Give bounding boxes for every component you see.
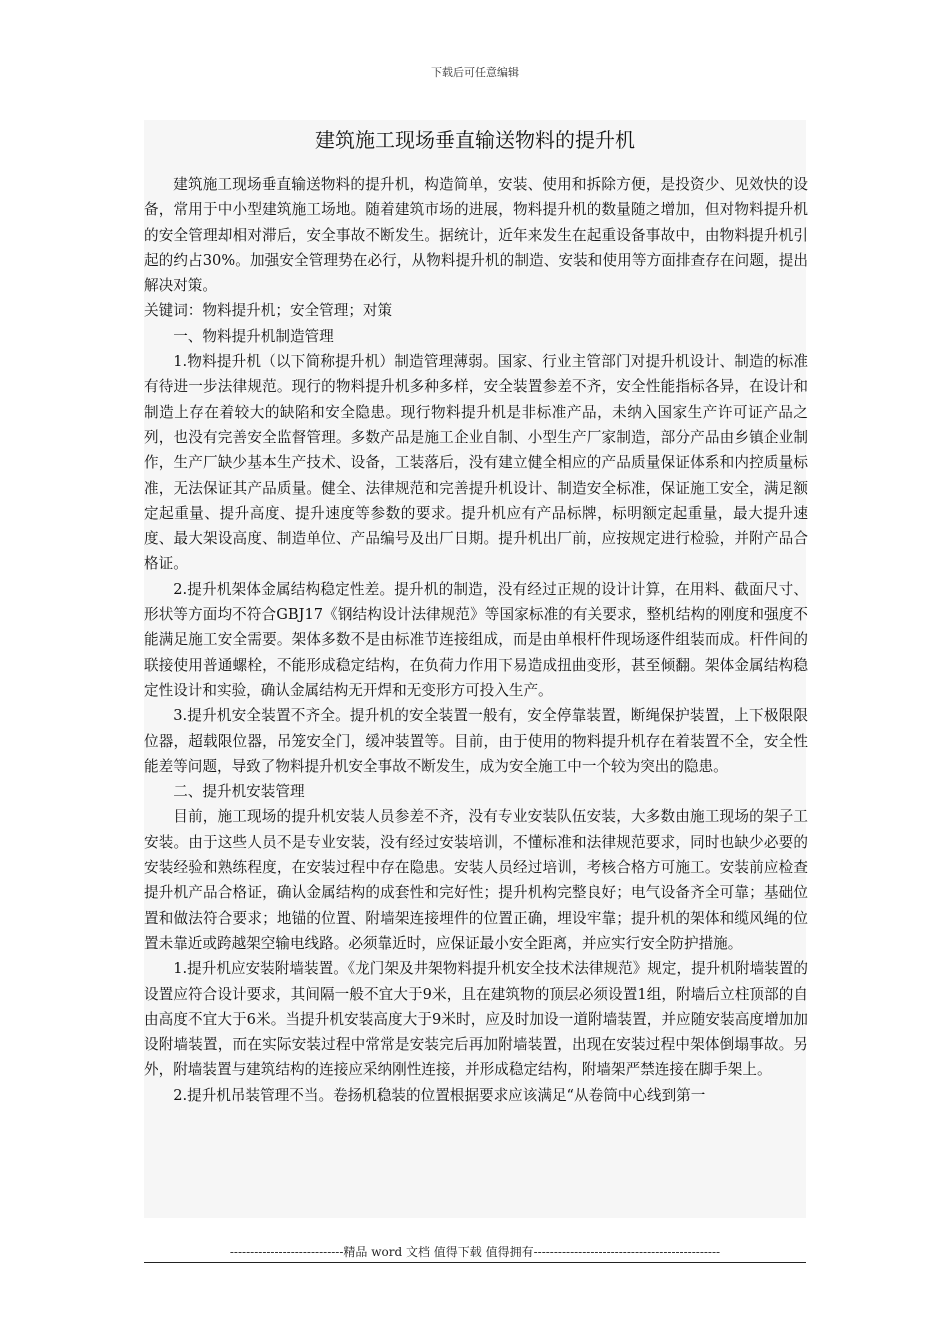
section-heading: 一、物料提升机制造管理 [173,327,334,345]
paragraph: 建筑施工现场垂直输送物料的提升机，构造简单，安装、使用和拆除方便，是投资少、见效快的设备，常用于中小型建筑施工场地。随着建筑市场的进展，物料提升机的数量随之增加，但对物料提升机的安全管理却相对滞后，安全事故不断发生。据统计，近年来发生在起重设备事故中，由物料提升机引起的约占30%。加强安全管理势在必行，从物料提升机的制造、安装和使用等方面排查存在问题，提出解决对策。 [144,176,808,295]
paragraph: 1.物料提升机（以下简称提升机）制造管理薄弱。国家、行业主管部门对提升机设计、制造的标准有待进一步法律规范。现行的物料提升机多种多样，安全装置参差不齐，安全性能指标各异，在设计和制造上存在着较大的缺陷和安全隐患。现行物料提升机是非标准产品，未纳入国家生产许可证产品之列，也没有完善安全监督管理。多数产品是施工企业自制、小型生产厂家制造，部分产品由乡镇企业制作，生产厂缺少基本生产技术、设备，工装落后，没有建立健全相应的产品质量保证体系和内控质量标准，无法保证其产品质量。健全、法律规范和完善提升机设计、制造安全标准，保证施工安全，满足额定起重量、提升高度、提升速度等参数的要求。提升机应有产品标牌，标明额定起重量，最大提升速度、最大架设高度、制造单位、产品编号及出厂日期。提升机出厂前，应按规定进行检验，并附产品合格证。 [144,353,808,573]
paragraph: 2.提升机架体金属结构稳定性差。提升机的制造，没有经过正规的设计计算，在用料、截面尺寸、形状等方面均不符合GBJ17《钢结构设计法律规范》等国家标准的有关要求，整机结构的刚度和强度不能满足施工安全需要。架体多数不是由标准节连接组成，而是由单根杆件现场逐件组装而成。杆件间的联接使用普通螺栓，不能形成稳定结构，在负荷力作用下易造成扭曲变形，甚至倾翻。架体金属结构稳定性设计和实验，确认金属结构无开焊和无变形方可投入生产。 [144,580,808,699]
paragraph: 2.提升机吊装管理不当。卷扬机稳装的位置根据要求应该满足“从卷筒中心线到第一 [173,1086,706,1104]
paragraph: 3.提升机安全装置不齐全。提升机的安全装置一般有，安全停靠装置，断绳保护装置，上下极限限位器，超载限位器，吊笼安全门，缓冲装置等。目前，由于使用的物料提升机存在着装置不全，安全性能差等问题，导致了物料提升机安全事故不断发生，成为安全施工中一个较为突出的隐患。 [144,707,808,775]
document-body [144,172,808,1108]
page-footer: ----------------------------精品 word 文档 值得下载 值得拥有---------------------------------------------- [229,1245,721,1259]
paragraph: 1.提升机应安装附墙装置。《龙门架及井架物料提升机安全技术法律规范》规定，提升机附墙装置的设置应符合设计要求，其间隔一般不宜大于9米，且在建筑物的顶层必须设置1组，附墙后立柱顶部的自由高度不宜大于6米。当提升机安装高度大于9米时，应及时加设一道附墙装置，并应随安装高度增加加设附墙装置，而在实际安装过程中常常是安装完后再加附墙装置，出现在安装过程中架体倒塌事故。另外，附墙装置与建筑结构的连接应采纳刚性连接，并形成稳定结构，附墙架严禁连接在脚手架上。 [144,960,808,1079]
paragraph: 目前，施工现场的提升机安装人员参差不齐，没有专业安装队伍安装，大多数由施工现场的架子工安装。由于这些人员不是专业安装，没有经过安装培训，不懂标准和法律规范要求，同时也缺少必要的安装经验和熟练程度，在安装过程中存在隐患。安装人员经过培训，考核合格方可施工。安装前应检查提升机产品合格证，确认金属结构的成套性和完好性；提升机构完整良好；电气设备齐全可靠；基础位置和做法符合要求；地锚的位置、附墙架连接埋件的位置正确，埋设牢靠；提升机的架体和缆风绳的位置未靠近或跨越架空输电线路。必须靠近时，应保证最小安全距离，并应实行安全防护措施。 [144,808,808,952]
page-header: 下载后可任意编辑 [431,66,519,79]
section-heading: 二、提升机安装管理 [173,783,305,801]
document-title: 建筑施工现场垂直输送物料的提升机 [315,128,635,152]
keywords-line: 关键词：物料提升机；安全管理；对策 [144,302,393,320]
footer-divider [144,1262,806,1263]
